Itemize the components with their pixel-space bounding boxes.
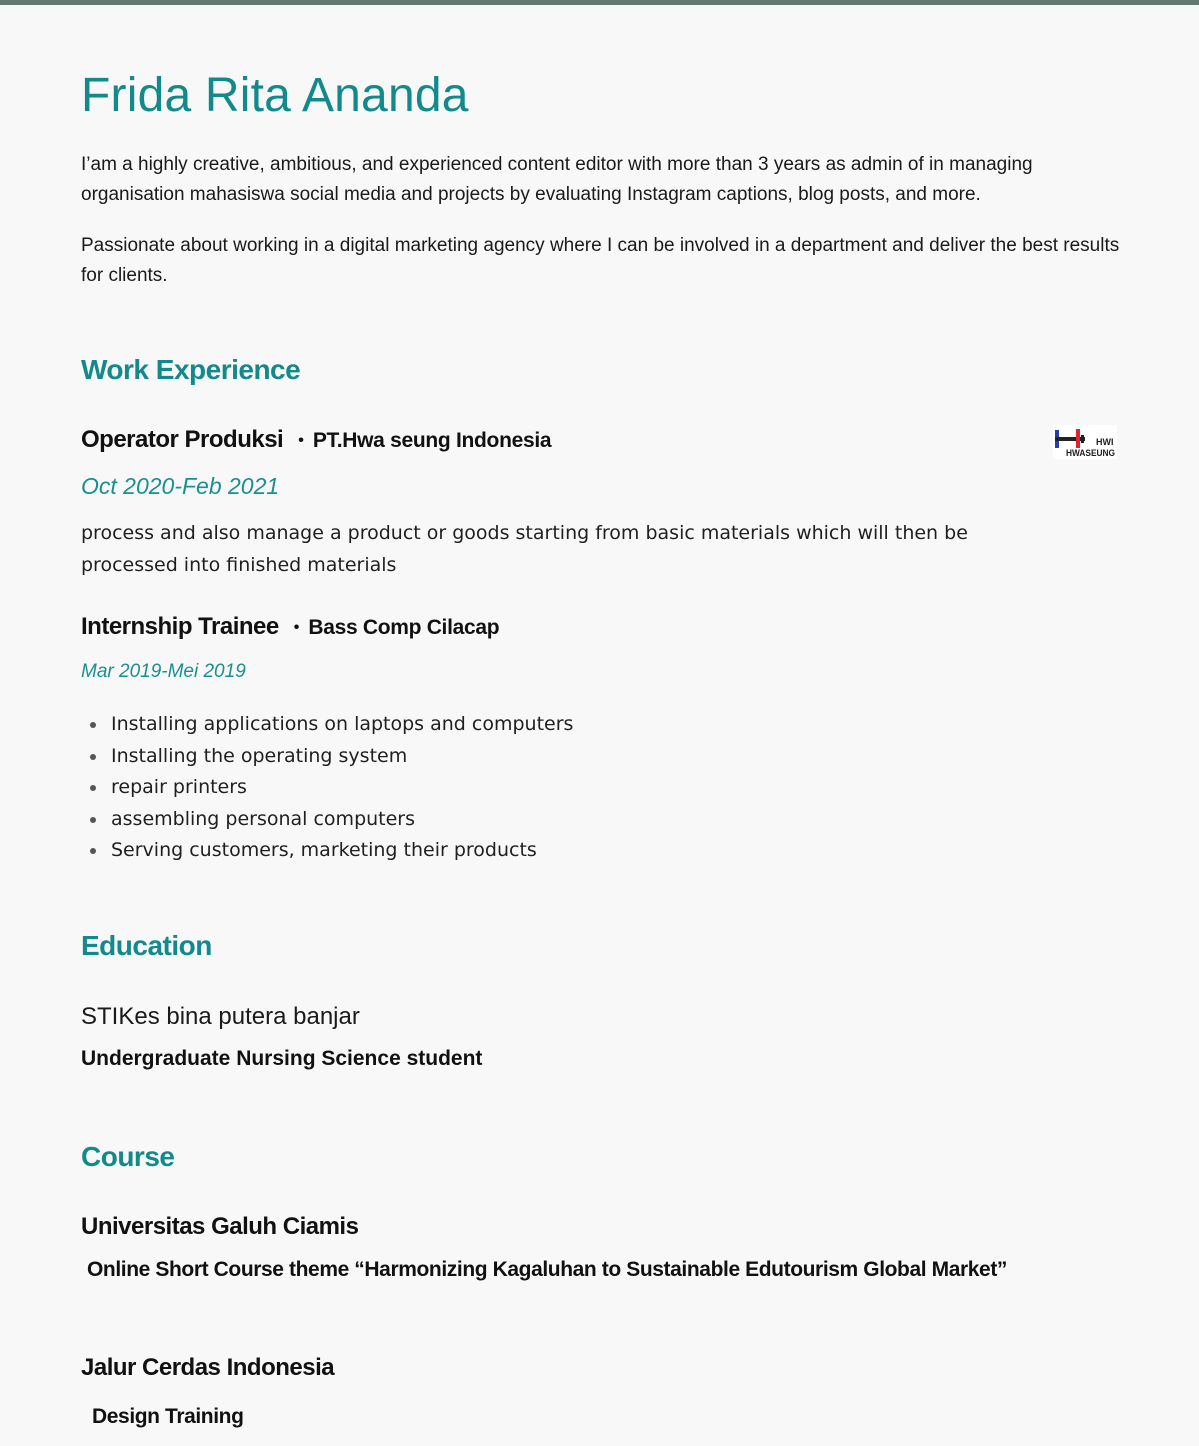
list-item: [81, 772, 573, 804]
profile-bio-goal: Passionate about working in a digital marketing agency where I can be involved in a department and deliver the best results for clients.: [81, 235, 1120, 286]
list-item: [81, 741, 573, 773]
profile-name: Frida Rita Ananda: [81, 69, 469, 122]
work-experience-heading: Work Experience: [81, 354, 301, 385]
job-title: Internship Trainee: [81, 613, 279, 640]
job-header: [81, 613, 499, 641]
profile-bio-summary: I’am a highly creative, ambitious, and experienced content editor with more than 3 years as admin of in managing organisation mahasiswa social media and projects by evaluating Instagram captions, blog posts, and more.: [81, 154, 1033, 205]
list-item: [81, 835, 573, 867]
duty-text: repair printers: [111, 776, 247, 798]
separator-dot: •: [293, 619, 300, 636]
duty-text: Installing applications on laptops and computers: [111, 713, 574, 735]
bullet-icon: [90, 754, 96, 760]
education-heading: Education: [81, 930, 212, 961]
education-school: STIKes bina putera banjar: [81, 1003, 360, 1030]
job-dates: Oct 2020-Feb 2021: [81, 473, 280, 499]
job-title: Operator Produksi: [81, 426, 284, 453]
course-organization: Universitas Galuh Ciamis: [81, 1213, 359, 1240]
job-company: Bass Comp Cilacap: [308, 616, 500, 639]
bullet-icon: [90, 722, 96, 728]
hwaseung-logo: [1053, 425, 1117, 459]
list-item: [81, 804, 573, 836]
duty-text: Serving customers, marketing their products: [111, 839, 537, 861]
bullet-icon: [90, 785, 96, 791]
course-heading: Course: [81, 1141, 175, 1172]
job-header: [81, 426, 551, 454]
separator-dot: •: [298, 432, 304, 449]
bullet-icon: [90, 817, 96, 823]
job-description: process and also manage a product or goods starting from basic materials which will then be processed into finished materials: [81, 522, 968, 576]
course-detail: Online Short Course theme “Harmonizing Kagaluhan to Sustainable Edutourism Global Market”: [87, 1258, 1008, 1281]
job-company: PT.Hwa seung Indonesia: [312, 429, 552, 452]
job-duties-list: [81, 709, 573, 867]
list-item: [81, 709, 573, 741]
duty-text: assembling personal computers: [111, 807, 416, 830]
education-degree: Undergraduate Nursing Science student: [81, 1047, 483, 1070]
job-dates: Mar 2019-Mei 2019: [81, 661, 246, 682]
svg-text:HWI: HWI: [1096, 437, 1114, 447]
course-detail: Design Training: [92, 1405, 244, 1428]
duty-text: Installing the operating system: [111, 744, 408, 767]
top-accent-bar: [0, 0, 1199, 5]
svg-text:HWASEUNG: HWASEUNG: [1066, 448, 1115, 458]
bullet-icon: [90, 848, 96, 854]
course-organization: Jalur Cerdas Indonesia: [81, 1354, 335, 1381]
